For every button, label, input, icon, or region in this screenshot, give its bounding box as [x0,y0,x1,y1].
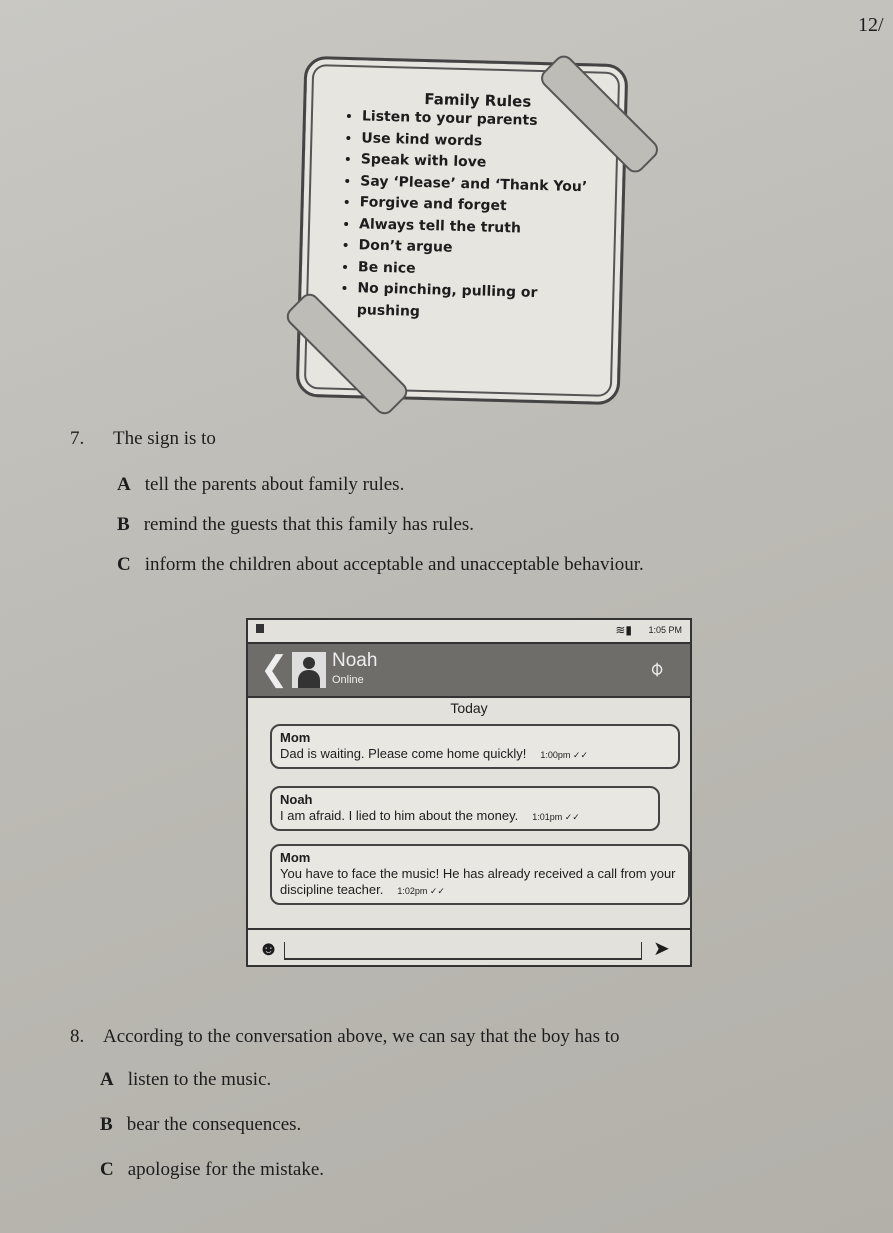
rule: • Speak with love [361,149,601,177]
status-bar [248,620,690,644]
message-input[interactable] [284,942,642,960]
chat-screen [246,618,692,967]
avatar [292,652,326,688]
contact-status: Online [332,674,364,686]
rule: • Always tell the truth [359,214,599,242]
chat-header [248,644,690,698]
notification-icon [256,624,264,633]
q7-number: 7. [70,428,85,449]
back-icon[interactable]: ❮ [260,650,289,688]
rule: • Use kind words [361,128,601,156]
q7-stem: The sign is to [113,428,216,449]
q8-option-c[interactable]: C apologise for the mistake. [100,1159,325,1180]
send-icon[interactable]: ➤ [653,938,670,960]
q8-number: 8. [70,1026,85,1047]
rule: • Be nice [358,257,598,285]
page-number: 12/ [858,14,884,36]
clock: 1:05 PM [648,625,682,635]
rule: • Say ‘Please’ and ‘Thank You’ [360,171,600,199]
rule: • No pinching, pulling or pushing [357,278,598,327]
q7-option-b[interactable]: B remind the guests that this family has rules. [117,514,475,535]
day-divider: Today [450,700,488,716]
message-bubble: Noah I am afraid. I lied to him about the money. 1:01pm ✓✓ [270,786,660,831]
q7-option-a[interactable]: A tell the parents about family rules. [117,474,405,495]
rules-list [339,106,603,328]
rule: • Forgive and forget [359,192,599,220]
emoji-icon[interactable]: ☻ [258,938,280,960]
sign-title: Family Rules [424,89,532,111]
message-bubble: Mom Dad is waiting. Please come home quickly! 1:00pm ✓✓ [270,724,680,769]
contact-name: Noah [332,650,378,671]
paperclip-icon[interactable]: ⌀ [644,656,669,681]
message-bubble: Mom You have to face the music! He has already received a call from your discipline teacher. 1:02pm ✓✓ [270,844,690,905]
q8-stem: According to the conversation above, we can say that the boy has to [103,1026,620,1047]
wifi-lock-icon: ≋▮ [615,623,632,637]
rule: • Don’t argue [358,235,598,263]
rule: • Listen to your parents [362,106,602,134]
q8-option-a[interactable]: A listen to the music. [100,1069,272,1090]
q8-option-b[interactable]: B bear the consequences. [100,1114,302,1135]
q7-option-c[interactable]: C inform the children about acceptable and unacceptable behaviour. [117,554,644,575]
